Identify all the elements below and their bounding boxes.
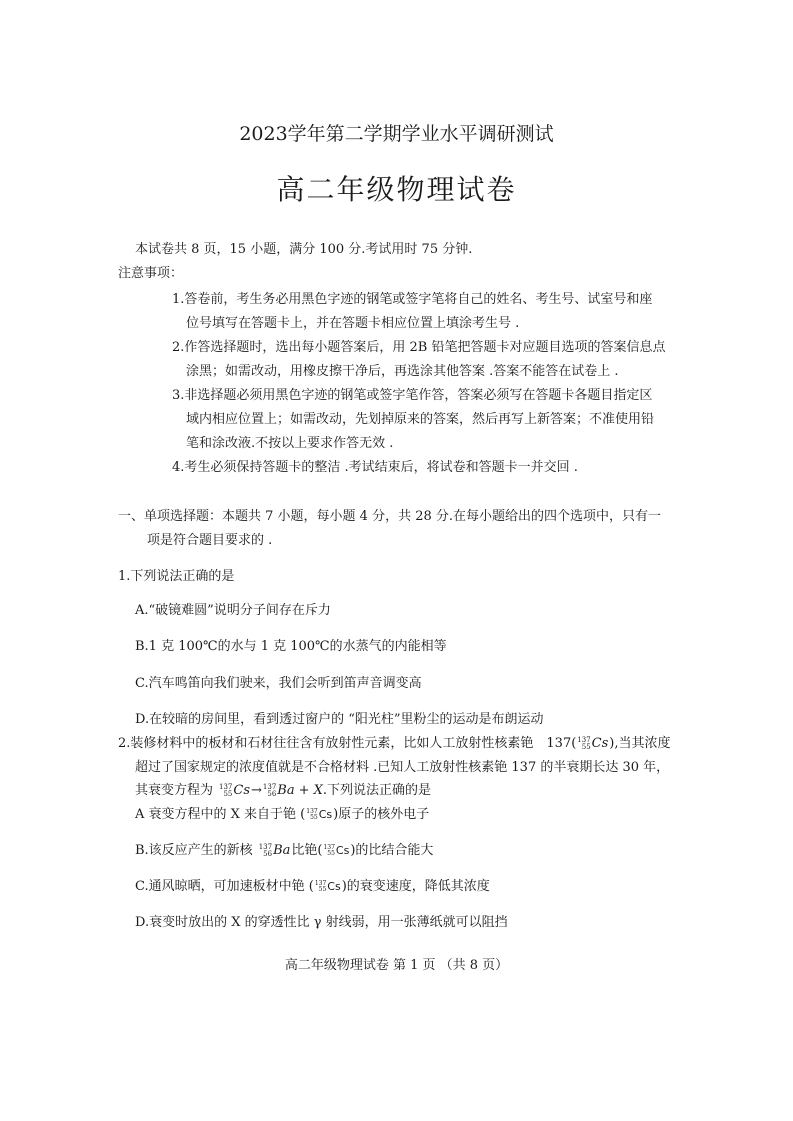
page-footer: 高二年级物理试卷 第 1 页 （共 8 页） xyxy=(284,958,509,973)
notice-label: 注意事项： xyxy=(118,266,184,281)
cs-symbol: Cs xyxy=(318,808,333,821)
q1-option-d: D.在较暗的房间里，看到透过窗户的 “阳光柱”里粉尘的运动是布朗运动 xyxy=(135,712,544,727)
ba-mass-number: 137 xyxy=(258,843,273,851)
decay-plus-x: + X xyxy=(298,783,323,798)
decay-equation-cs xyxy=(219,783,250,799)
note-3-line-2: 域内相应位置上；如需改动，先划掉原来的答案，然后再写上新答案；不准使用铅 xyxy=(186,412,655,427)
note-2-line-2: 涂黑；如需改动，用橡皮擦干净后，再选涂其他答案 .答案不能答在试卷上 . xyxy=(186,364,619,379)
cs-symbol: Cs xyxy=(335,844,350,857)
cs-symbol: Cs xyxy=(327,880,341,893)
q2-option-a xyxy=(135,807,429,823)
q2-stem-line-2: 超过了国家规定的浓度值就是不合格材料 .已知人工放射性核素铯 137 的半衰期长达 30 年， xyxy=(135,760,670,775)
open-paren: ( xyxy=(571,736,577,751)
q2-option-c xyxy=(135,879,490,895)
decay-equation-ba xyxy=(263,783,295,799)
q2-stem-line-1 xyxy=(118,736,671,752)
cs-mass-number: 137 xyxy=(219,783,233,791)
q2-option-a-pre: A 衰变方程中的 X 来自于铯 ( xyxy=(135,807,306,822)
cs-symbol: Cs xyxy=(591,736,609,751)
note-1-line-1: 1.答卷前，考生务必用黑色字迹的钢笔或签字笔将自己的姓名、考生号、试室号和座 xyxy=(172,292,653,307)
cs-atomic-number: 55 xyxy=(318,886,327,893)
ba-mass-number: 137 xyxy=(262,783,277,791)
q1-option-a: A.“破镜难圆”说明分子间存在斥力 xyxy=(135,603,331,618)
ba-symbol: Ba xyxy=(277,783,295,798)
cs-mass-number: 137 xyxy=(323,844,335,851)
cs-atomic-number: 55 xyxy=(223,790,233,798)
exam-title: 2023学年第二学期学业水平调研测试 xyxy=(239,123,554,145)
q1-option-c: C.汽车鸣笛向我们驶来，我们会听到笛声音调变高 xyxy=(135,676,422,691)
note-4-line-1: 4.考生必须保持答题卡的整洁 .考试结束后，将试卷和答题卡一并交回 . xyxy=(172,460,578,475)
q2-option-b xyxy=(135,843,433,859)
note-1-line-2: 位号填写在答题卡上，并在答题卡相应位置上填涂考生号 . xyxy=(186,316,520,331)
q2-option-b-post: )的比结合能大 xyxy=(350,843,434,858)
q2-stem-line-3 xyxy=(135,783,431,799)
q2-option-a-post: )原子的核外电子 xyxy=(333,807,430,822)
q2-option-c-post: )的衰变速度，降低其浓度 xyxy=(341,879,490,894)
ba-atomic-number: 56 xyxy=(267,790,277,798)
q2-option-c-pre: C.通风晾晒，可加速板材中铯 ( xyxy=(135,879,314,894)
q2-stem-line-3-post: .下列说法正确的是 xyxy=(322,783,432,798)
cs-mass-number: 137 xyxy=(314,880,327,887)
decay-arrow: → xyxy=(251,783,262,798)
note-3-line-1: 3.非选择题必须用黑色字迹的钢笔或签字笔作答，答案必须写在答题卡各题目指定区 xyxy=(172,388,653,403)
cs137-nuclide xyxy=(323,843,349,859)
q2-option-b-pre: B.该反应产生的新核 xyxy=(135,843,253,858)
cs-mass-number: 137 xyxy=(577,736,591,744)
q2-option-b-mid: 比铯( xyxy=(291,843,323,858)
q2-stem-line-1-text: 2.装修材料中的板材和石材往往含有放射性元素，比如人工放射性核素铯 137 xyxy=(118,736,572,751)
note-3-line-3: 笔和涂改液.不按以上要求作答无效 . xyxy=(186,436,394,451)
cs-atomic-number: 55 xyxy=(581,743,591,751)
cs137-nuclide xyxy=(315,879,341,895)
q2-option-d: D.衰变时放出的 X 的穿透性比 γ 射线弱，用一张薄纸就可以阻挡 xyxy=(135,915,508,930)
cs137-nuclide xyxy=(577,736,608,752)
paper-summary: 本试卷共 8 页，15 小题，满分 100 分.考试用时 75 分钟. xyxy=(135,242,473,257)
paper-title: 高二年级物理试卷 xyxy=(276,173,517,206)
ba-symbol: Ba xyxy=(273,843,291,858)
cs-symbol: Cs xyxy=(233,783,251,798)
section-1-heading-line-1: 一、单项选择题：本题共 7 小题，每小题 4 分，共 28 分.在每小题给出的四个选项中，只有一 xyxy=(118,509,662,524)
cs137-nuclide xyxy=(306,807,332,823)
note-2-line-1: 2.作答选择题时，选出每小题答案后，用 2B 铅笔把答题卡对应题目选项的答案信息点 xyxy=(172,340,666,355)
cs-mass-number: 137 xyxy=(306,808,318,815)
q2-stem-line-1-tail: ,当其浓度 xyxy=(614,736,671,751)
cs-atomic-number: 55 xyxy=(310,814,318,821)
cs-atomic-number: 55 xyxy=(327,850,335,857)
ba137-nuclide xyxy=(259,843,291,859)
q1-stem: 1.下列说法正确的是 xyxy=(118,569,235,584)
ba-atomic-number: 56 xyxy=(263,850,273,858)
close-paren: ) xyxy=(609,736,615,751)
section-1-heading-line-2: 项是符合题目要求的 . xyxy=(147,533,273,548)
q2-stem-line-3-pre: 其衰变方程为 xyxy=(135,783,214,798)
q1-option-b: B.1 克 100℃的水与 1 克 100℃的水蒸气的内能相等 xyxy=(135,639,447,654)
